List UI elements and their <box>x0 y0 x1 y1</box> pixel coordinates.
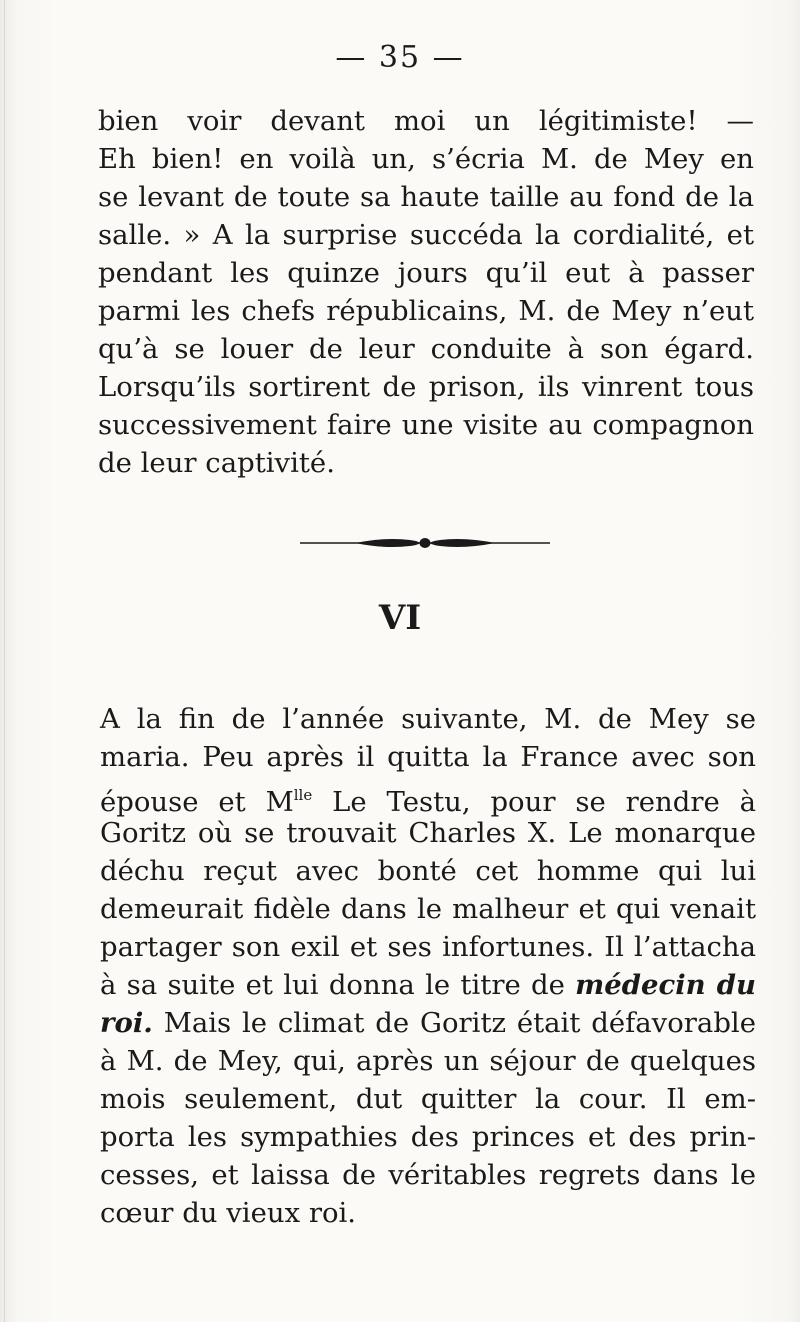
text-line: Eh bien! en voilà un, s’écria M. de Mey en <box>98 143 754 175</box>
section-heading: VI <box>378 598 422 638</box>
text-line: de leur captivité. <box>98 447 335 479</box>
superscript-abbreviation: lle <box>293 786 313 804</box>
text-segment: à sa suite et lui donna le titre de <box>100 969 576 1001</box>
text-line: partager son exil et ses infortunes. Il l’attacha <box>100 931 756 963</box>
text-line: pendant les quinze jours qu’il eut à passer <box>98 257 754 289</box>
page-number: — 35 — <box>335 40 465 75</box>
text-line: qu’à se louer de leur conduite à son égard. <box>98 333 754 365</box>
text-line: salle. » A la surprise succéda la cordialité, et <box>98 219 754 251</box>
text-line: Lorsqu’ils sortirent de prison, ils vinrent tous <box>98 371 754 403</box>
text-line: déchu reçut avec bonté cet homme qui lui <box>100 855 756 887</box>
italic-text: roi. <box>100 1007 153 1039</box>
paragraph-continued <box>98 102 754 482</box>
text-line: successivement faire une visite au compagnon <box>98 409 754 441</box>
text-line: bien voir devant moi un légitimiste! — <box>98 105 754 137</box>
text-line: maria. Peu après il quitta la France avec son <box>100 741 756 773</box>
italic-text: médecin du <box>575 969 757 1001</box>
text-line: demeurait fidèle dans le malheur et qui venait <box>100 893 756 925</box>
text-line <box>100 776 756 818</box>
section-divider-ornament <box>300 533 550 553</box>
text-segment: Mais le climat de Goritz était défavorable <box>152 1007 756 1039</box>
page-edge <box>4 0 5 1322</box>
text-line: Goritz où se trouvait Charles X. Le monarque <box>100 817 756 849</box>
paragraph-section-vi <box>100 700 756 1232</box>
text-line <box>100 966 756 1004</box>
text-line: cœur du vieux roi. <box>100 1197 357 1229</box>
text-line: cesses, et laissa de véritables regrets dans le <box>100 1159 756 1191</box>
text-segment: Le Testu, pour se rendre à <box>312 786 756 818</box>
text-line: à M. de Mey, qui, après un séjour de quelques <box>100 1045 756 1077</box>
text-line: A la fin de l’année suivante, M. de Mey se <box>100 703 756 735</box>
text-line: se levant de toute sa haute taille au fond de la <box>98 181 754 213</box>
text-line: mois seulement, dut quitter la cour. Il em- <box>100 1083 756 1115</box>
text-line: porta les sympathies des princes et des prin- <box>100 1121 756 1153</box>
text-segment: épouse et M <box>100 786 294 818</box>
text-line <box>100 1004 756 1042</box>
text-line: parmi les chefs républicains, M. de Mey n’eut <box>98 295 754 327</box>
